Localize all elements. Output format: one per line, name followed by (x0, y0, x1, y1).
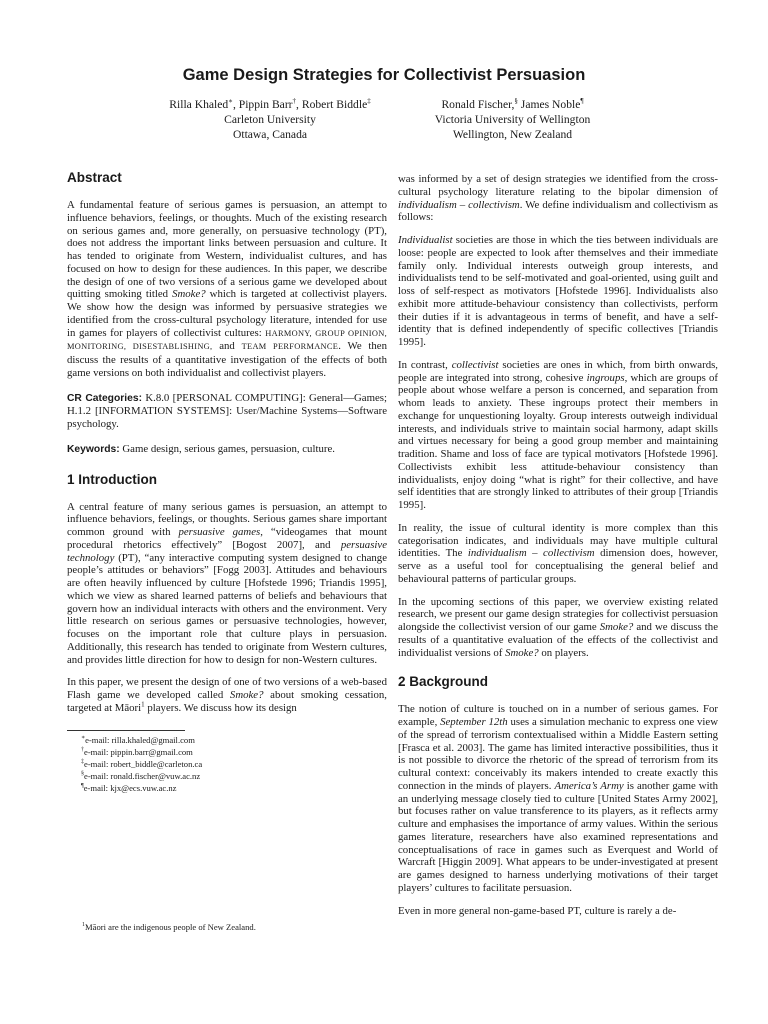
footnote-text: e-mail: kjx@ecs.vuw.ac.nz (83, 783, 177, 794)
footnote-divider (67, 730, 185, 731)
text-run: In this paper, we present the design of one of two versions of a web-based Flash game we developed called (67, 676, 387, 701)
abstract-heading: Abstract (67, 170, 122, 185)
footnote-text: e-mail: ronald.fischer@vuw.ac.nz (84, 771, 201, 782)
footnote-mark: ‡ (367, 97, 371, 106)
footnote-mark: ∗ (81, 734, 86, 741)
text-run: In reality, the issue of cultural identity is more complex than this categorisation indicates, and individuals may have multiple cultural identities. The (398, 521, 718, 560)
text-run: and (212, 340, 242, 353)
section-heading-background: 2 Background (398, 674, 489, 690)
text-run: In contrast, (398, 358, 452, 371)
game-title: Smoke? (172, 288, 206, 301)
footnote (81, 770, 387, 782)
author-name: James Noble (517, 98, 581, 111)
emphasis: individualism – collectivism (398, 198, 520, 211)
author-list-right (400, 97, 625, 112)
footnote-mark: § (81, 771, 84, 778)
footnote-mark: † (81, 746, 84, 753)
text-run: players. We discuss how its design (144, 701, 297, 714)
text-run: was informed by a set of design strategies we identified from the cross-cultural psychology literature relating to the bipolar dimension of (398, 173, 718, 198)
game-title: Smoke? (229, 689, 264, 701)
text-run: , “videogames that mount procedural rhetorics effectively” [Bogost 2007], and (67, 526, 387, 551)
footnote-mark: 1 (82, 922, 85, 929)
emphasis: individualism – collectivism (467, 547, 595, 560)
keywords-label: Keywords: (67, 443, 120, 455)
keywords (67, 443, 387, 457)
body-paragraph-individualist (398, 234, 718, 349)
emphasis: persuasive games (178, 526, 261, 538)
text-run: dimension does, however, serve as a useful tool for conceptualising the general belief and behavioural patterns of particular groups. (398, 547, 718, 585)
location-left: Ottawa, Canada (232, 128, 308, 141)
body-paragraph-reality (398, 522, 718, 586)
game-title: Smoke? (505, 646, 539, 659)
footnote-text: e-mail: pippin.barr@gmail.com (84, 746, 193, 757)
footnote-list (81, 734, 387, 795)
game-title: Smoke? (599, 621, 634, 633)
body-paragraph-collectivist (398, 359, 718, 512)
cr-categories (67, 392, 387, 431)
footnote-text: e-mail: robert_biddle@carleton.ca (84, 758, 203, 769)
background-paragraph-2: Even in more general non-game-based PT, culture is rarely a de- (398, 904, 677, 917)
text-run: (PT), “any interactive computing system designed to change people’s attitudes or behaviors” [Fogg 2003]. Attitudes and behaviours are often heavily influenced by culture [Hofstede 1996; Triandis 1995], which we view as shared learned patterns of beliefs and behaviours that govern how an individual interacts with others and the environment. Very little research on serious games or persuasive technologies, however, focuses on the important role that culture plays in persuasion. Additionally, this research has tended to originate from Western cultures, and provides little direction for how to design for non-Western cultures. (67, 551, 387, 666)
location-right: Wellington, New Zealand (452, 128, 573, 141)
text-run: . We define individualism and collectivism as follows: (398, 198, 718, 224)
footnote-text: Māori are the indigenous people of New Zealand. (85, 922, 256, 932)
footnote-mark: ¶ (580, 97, 584, 106)
keywords-text: Game design, serious games, persuasion, culture. (122, 442, 335, 455)
text-run: societies are those in which the ties between individuals are loose: people are expected to look after themselves and their immediate family only. Individual interests outweigh group interests, and individualists tend to be self-motivated and goal-oriented, using guilt and loss of self-respect as motivators [Hofstede 1996]. Individualists also exhibit more attitude-behaviour consistency than collectivists, perform their duties if it is advantageous in terms of benefit, and have a self-identity that is defined independently of specific collectives [Triandis 1995]. (398, 234, 718, 348)
footnote-mark: § (514, 97, 518, 106)
intro-paragraph-2 (67, 676, 387, 714)
text-run: , which are groups of people about whose welfare a person is concerned, and separation from whom leads to anxiety. These ingroups protect their members in exchange for unquestioning loyalty. Group interests outweigh individual interests, and individuals strive to maintain social harmony, adapt skills and virtues necessary for being a good group member and maintaining tradition. Shame and loss of face are typical motivators [Hofstede 1996]. Collectivists exhibit less attitude-behaviour consistency than individualists, enjoy doing “what is right” for their collective, and have self identities that are strongly linked to attributes of their group [Triandis 1995]. (398, 371, 718, 511)
footnote-mark: ‡ (81, 759, 84, 766)
footnote-mark: † (292, 97, 297, 106)
text-run: In the upcoming sections of this paper, we overview existing related research, we present our game design strategies for collectivist persuasion alongside the collectivist version of our game (398, 595, 718, 633)
affiliation-left (140, 97, 400, 142)
text-run: . We then discuss the results of a quantitative investigation of the effects of both game versions on both individualist and collectivist players. (67, 340, 387, 379)
institution-left: Carleton University (224, 113, 316, 126)
text-run: is another game with an underlying message closely tied to culture [United States Army 2002], but focuses rather on value transference to its players, as it reflects army culture and emphasises the importance of army values. Within the serious games literature, researchers have also examined representations and conceptualisations of race in games such as Everquest and World of Warcraft [Higgin 2009]. What appears to be under-investigated at present are games designed to harness underlying motivations of their target players’ cultures to facilitate persuasion. (398, 779, 719, 894)
text-run: uses a simulation mechanic to express one view of the spread of terrorism contextualised within a Middle Eastern setting [Frasca et al. 2003]. The game has limited interactive possibilities, thus it is not possible to divorce the rhetoric of the spread of terrorism from its cultural context: conceivably its makers intended to create exactly this connection in the minds of players. (398, 716, 718, 792)
footnote (81, 758, 387, 770)
body-paragraph-upcoming (398, 596, 718, 660)
footnote-mark: 1 (141, 700, 145, 709)
cr-text: K.8.0 [PERSONAL COMPUTING]: General—Games; H.1.2 [INFORMATION SYSTEMS]: User/Machine Systems—Software psychology. (67, 391, 387, 430)
text-run: A fundamental feature of serious games is persuasion, an attempt to influence behaviors, feelings, or thoughts. Much of the existing research on serious games and, more generally, on persuasive technology (PT), does not address the important links between persuasion and culture. It has tended to originate from Western, individualist cultures, and has focused on how to design for these audiences. In this paper, we describe the design of one of two versions of a serious game we developed about quitting smoking titled (67, 199, 387, 301)
strategy-list: HARMONY, GROUP OPINION, MONITORING, DISESTABLISHING, (67, 328, 387, 352)
footnote-text: e-mail: rilla.khaled@gmail.com (85, 734, 195, 745)
left-column (67, 170, 387, 795)
institution-right: Victoria University of Wellington (434, 113, 591, 126)
cr-label: CR Categories: (67, 392, 142, 404)
emphasis: ingroups (586, 371, 625, 384)
text-run: A central feature of many serious games is persuasion, an attempt to influence behaviors, feelings, or thoughts. Serious games share important common ground with (67, 500, 387, 538)
footnote-mark: ∗ (228, 97, 233, 106)
author-list-left (140, 97, 400, 112)
footnote-maori (82, 922, 256, 932)
text-run: which is targeted at collectivist players. We show how the design was informed by persuasive strategies we identified from the cross-cultural psychology literature, intended for use in games for players of collectivist cultures: (67, 288, 387, 339)
text-run: about smoking cessation, targeted at Māori (67, 689, 387, 714)
affiliation-right (400, 97, 625, 142)
emphasis: Individualist (398, 234, 453, 246)
abstract-paragraph (67, 199, 387, 380)
footnote (81, 782, 387, 794)
game-title: America’s Army (554, 779, 624, 792)
text-run: and we discuss the results of a quantitative evaluation of the effects of the collectivist and individualist versions of (398, 621, 718, 659)
author-name: Ronald Fischer, (441, 98, 515, 111)
body-paragraph-1 (398, 173, 718, 224)
text-run: The notion of culture is touched on in a number of serious games. For example, (398, 703, 718, 728)
text-run: societies are ones in which, from birth onwards, people are integrated into strong, cohesive (398, 358, 718, 384)
background-paragraph-1 (398, 703, 718, 894)
footnote-mark: ¶ (81, 783, 84, 790)
right-column (398, 173, 718, 917)
footnote (81, 734, 387, 746)
paper-title: Game Design Strategies for Collectivist Persuasion (182, 66, 586, 84)
strategy-name: TEAM PERFORMANCE (241, 342, 339, 352)
section-heading-introduction: 1 Introduction (67, 471, 157, 487)
author-name: , Pippin Barr (232, 98, 293, 111)
emphasis: collectivist (451, 358, 499, 371)
text-run: on players. (538, 646, 589, 659)
game-title: September 12th (440, 716, 508, 728)
footnote (81, 746, 387, 758)
author-name: , Robert Biddle (296, 98, 368, 111)
author-name: Rilla Khaled (169, 98, 229, 111)
emphasis: persuasive technology (67, 538, 387, 564)
intro-paragraph-1 (67, 501, 387, 667)
